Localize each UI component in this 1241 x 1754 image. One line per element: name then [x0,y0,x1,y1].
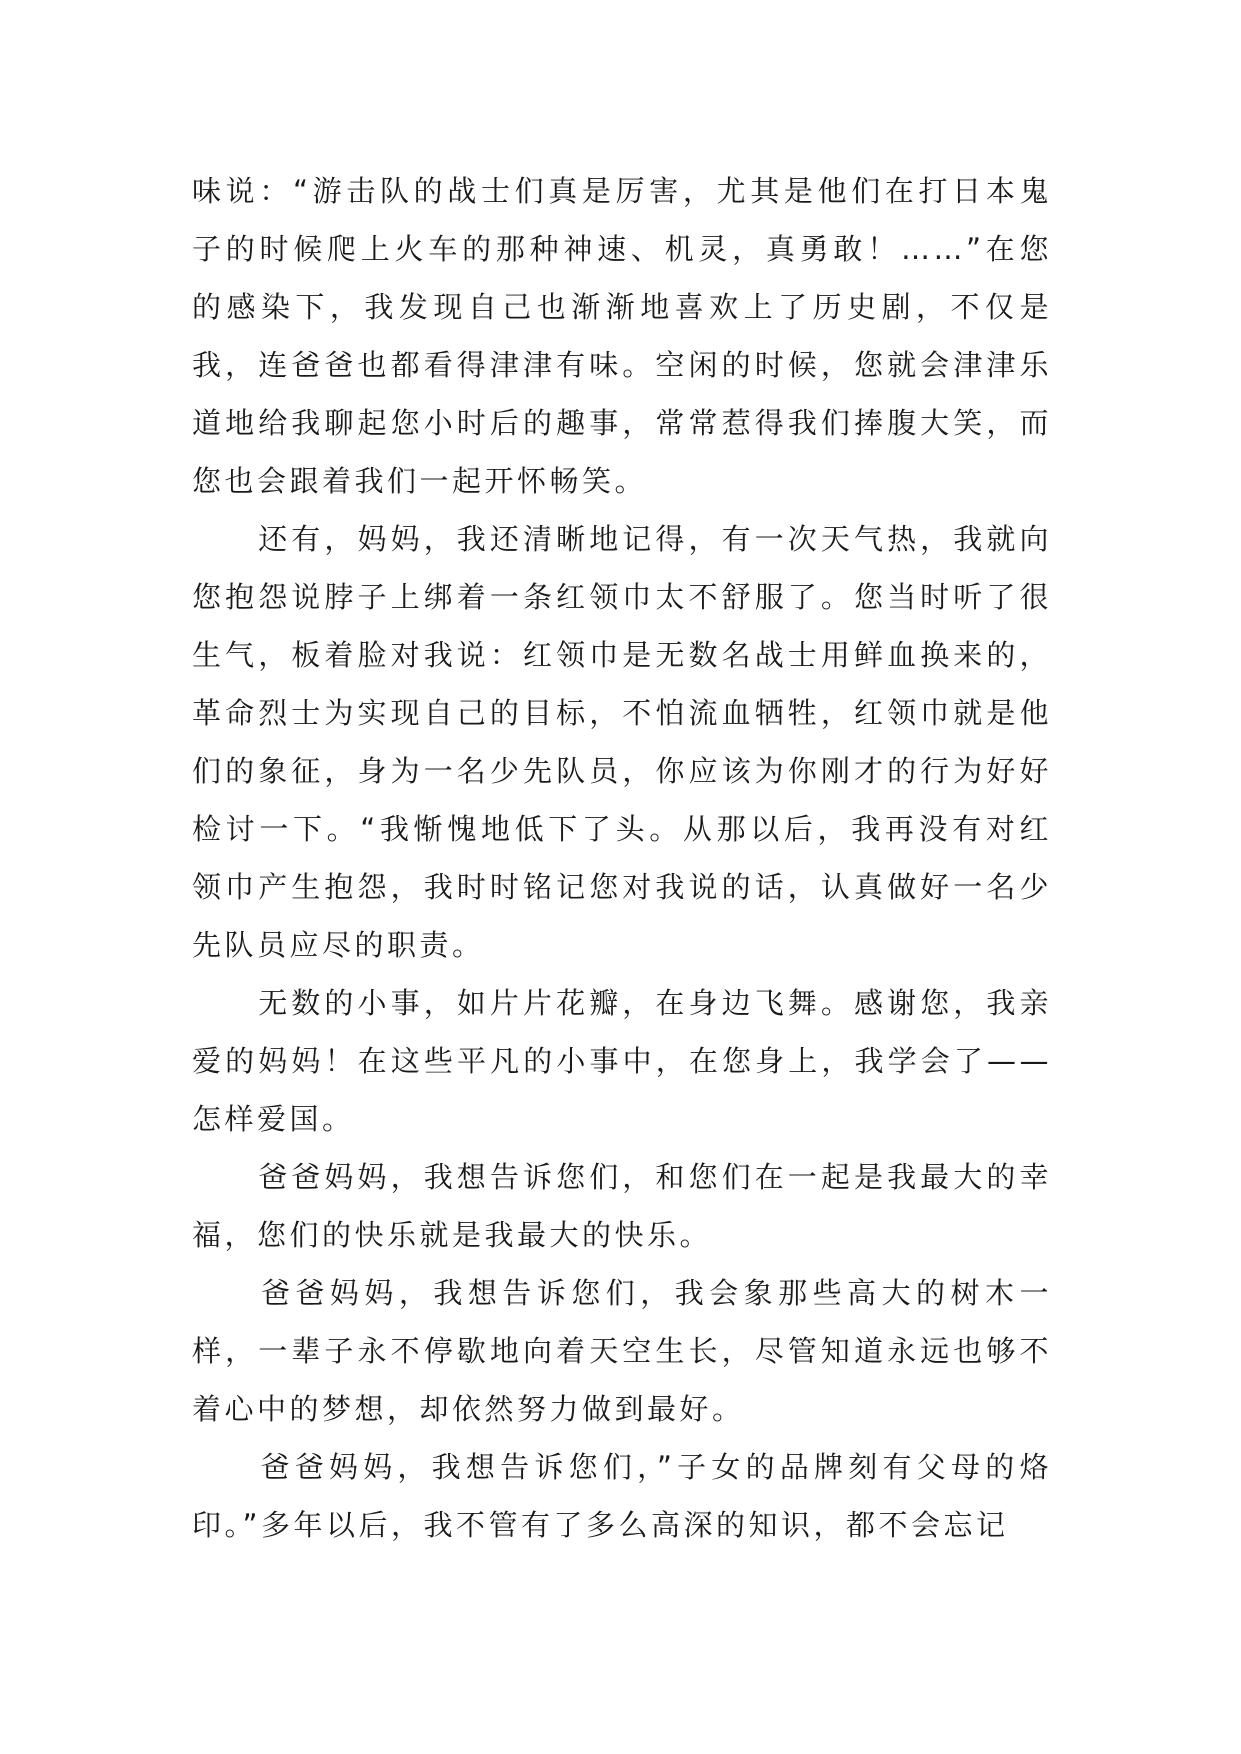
paragraph-1: 味说：“游击队的战士们真是厉害，尤其是他们在打日本鬼子的时候爬上火车的那种神速、机灵，真勇敢！……”在您的感染下，我发现自己也渐渐地喜欢上了历史剧，不仅是我，连爸爸也都看得津津有味。空闲的时候，您就会津津乐道地给我聊起您小时后的趣事，常常惹得我们捧腹大笑，而您也会跟着我们一起开怀畅笑。 [192,174,1052,498]
document-body [192,162,1052,1554]
paragraph-5: 爸爸妈妈，我想告诉您们，我会象那些高大的树木一样，一辈子永不停歇地向着天空生长，尽管知道永远也够不着心中的梦想，却依然努力做到最好。 [192,1276,1052,1426]
paragraph-2: 还有，妈妈，我还清晰地记得，有一次天气热，我就向您抱怨说脖子上绑着一条红领巾太不舒服了。您当时听了很生气，板着脸对我说：红领巾是无数名战士用鲜血换来的，革命烈士为实现自己的目标，不怕流血牺牲，红领巾就是他们的象征，身为一名少先队员，你应该为你刚才的行为好好检讨一下。“我惭愧地低下了头。从那以后，我再没有对红领巾产生抱怨，我时时铭记您对我说的话，认真做好一名少先队员应尽的职责。 [192,522,1052,962]
paragraph-4: 爸爸妈妈，我想告诉您们，和您们在一起是我最大的幸福，您们的快乐就是我最大的快乐。 [192,1160,1052,1252]
paragraph-6: 爸爸妈妈，我想告诉您们，”子女的品牌刻有父母的烙印。”多年以后，我不管有了多么高深的知识，都不会忘记 [192,1450,1052,1542]
paragraph-3: 无数的小事，如片片花瓣，在身边飞舞。感谢您，我亲爱的妈妈！在这些平凡的小事中，在您身上，我学会了——怎样爱国。 [192,986,1052,1136]
